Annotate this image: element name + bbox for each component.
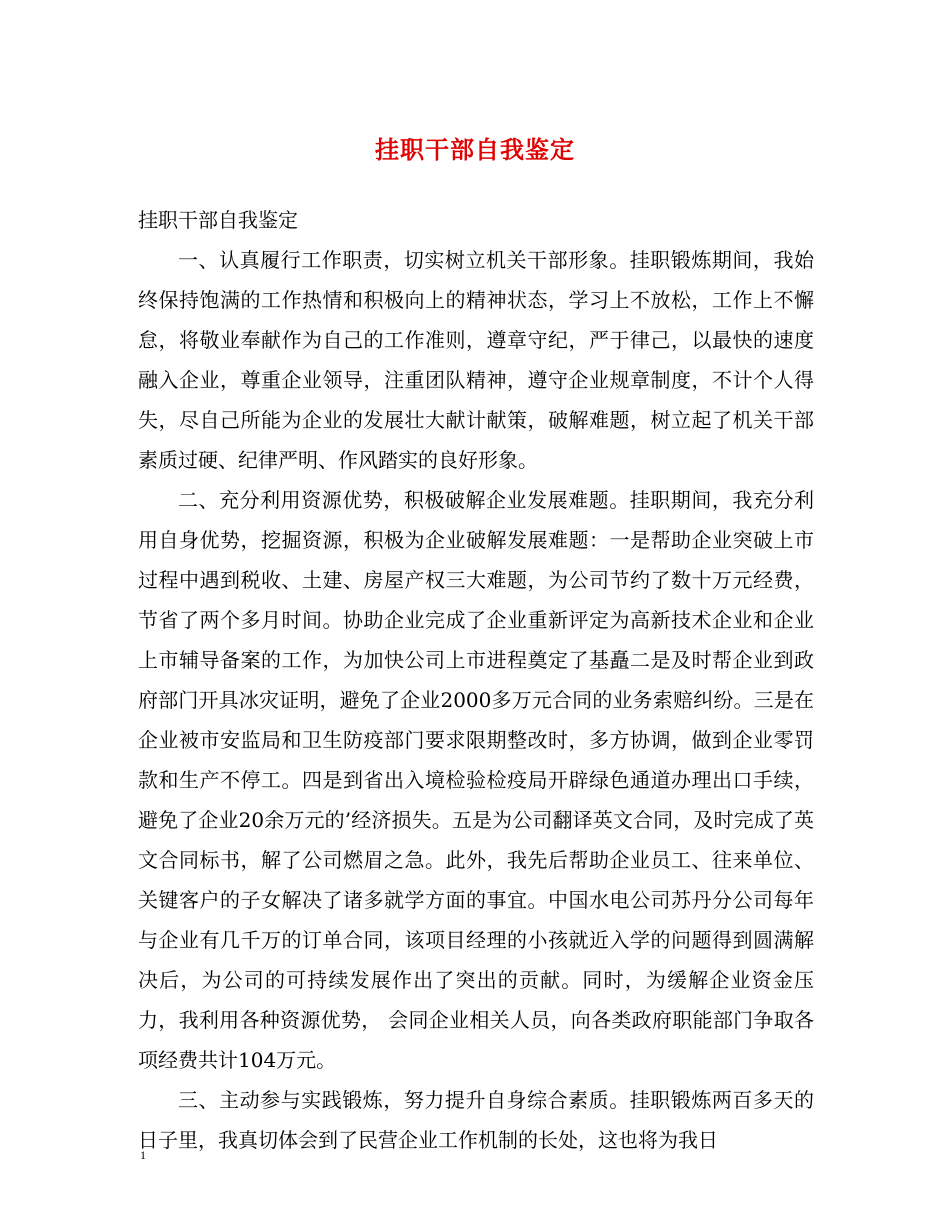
page-number: 1: [140, 1148, 146, 1162]
document-title: 挂职干部自我鉴定: [375, 135, 575, 164]
document-subtitle: 挂职干部自我鉴定: [138, 208, 298, 232]
paragraph-2: 二、充分利用资源优势，积极破解企业发展难题。挂职期间，我充分利用自身优势，挖掘资源，积极为企业破解发展难题：一是帮助企业突破上市过程中遇到税收、土建、房屋产权三大难题，为公司节约了数十万元经费，节省了两个多月时间。协助企业完成了企业重新评定为高新技术企业和企业上市辅导备案的工作，为加快公司上市进程奠定了基矗二是及时帮企业到政府部门开具冰灾证明，避免了企业2000多万元合同的业务索赔纠纷。三是在企业被市安监局和卫生防疫部门要求限期整改时，多方协调，做到企业零罚款和生产不停工。四是到省出入境检验检疫局开辟绿色通道办理出口手续，避免了企业20余万元的’经济损失。五是为公司翻译英文合同，及时完成了英文合同标书，解了公司燃眉之急。此外，我先后帮助企业员工、往来单位、关键客户的子女解决了诸多就学方面的事宜。中国水电公司苏丹分公司每年与企业有几千万的订单合同，该项目经理的小孩就近入学的问题得到圆满解决后，为公司的可持续发展作出了突出的贡献。同时，为缓解企业资金压力，我利用各种资源优势， 会同企业相关人员，向各类政府职能部门争取各项经费共计104万元。: [138, 488, 814, 1072]
paragraph-1: 一、认真履行工作职责，切实树立机关干部形象。挂职锻炼期间，我始终保持饱满的工作热情和积极向上的精神状态，学习上不放松，工作上不懈怠，将敬业奉献作为自己的工作准则，遵章守纪，严于律己，以最快的速度融入企业，尊重企业领导，注重团队精神，遵守企业规章制度，不计个人得失，尽自己所能为企业的发展壮大献计献策，破解难题，树立起了机关干部素质过硬、纪律严明、作风踏实的良好形象。: [138, 248, 814, 472]
document-body: [138, 200, 814, 1160]
paragraph-3: 三、主动参与实践锻炼，努力提升自身综合素质。挂职锻炼两百多天的日子里，我真切体会到了民营企业工作机制的长处，这也将为我日: [138, 1088, 814, 1152]
